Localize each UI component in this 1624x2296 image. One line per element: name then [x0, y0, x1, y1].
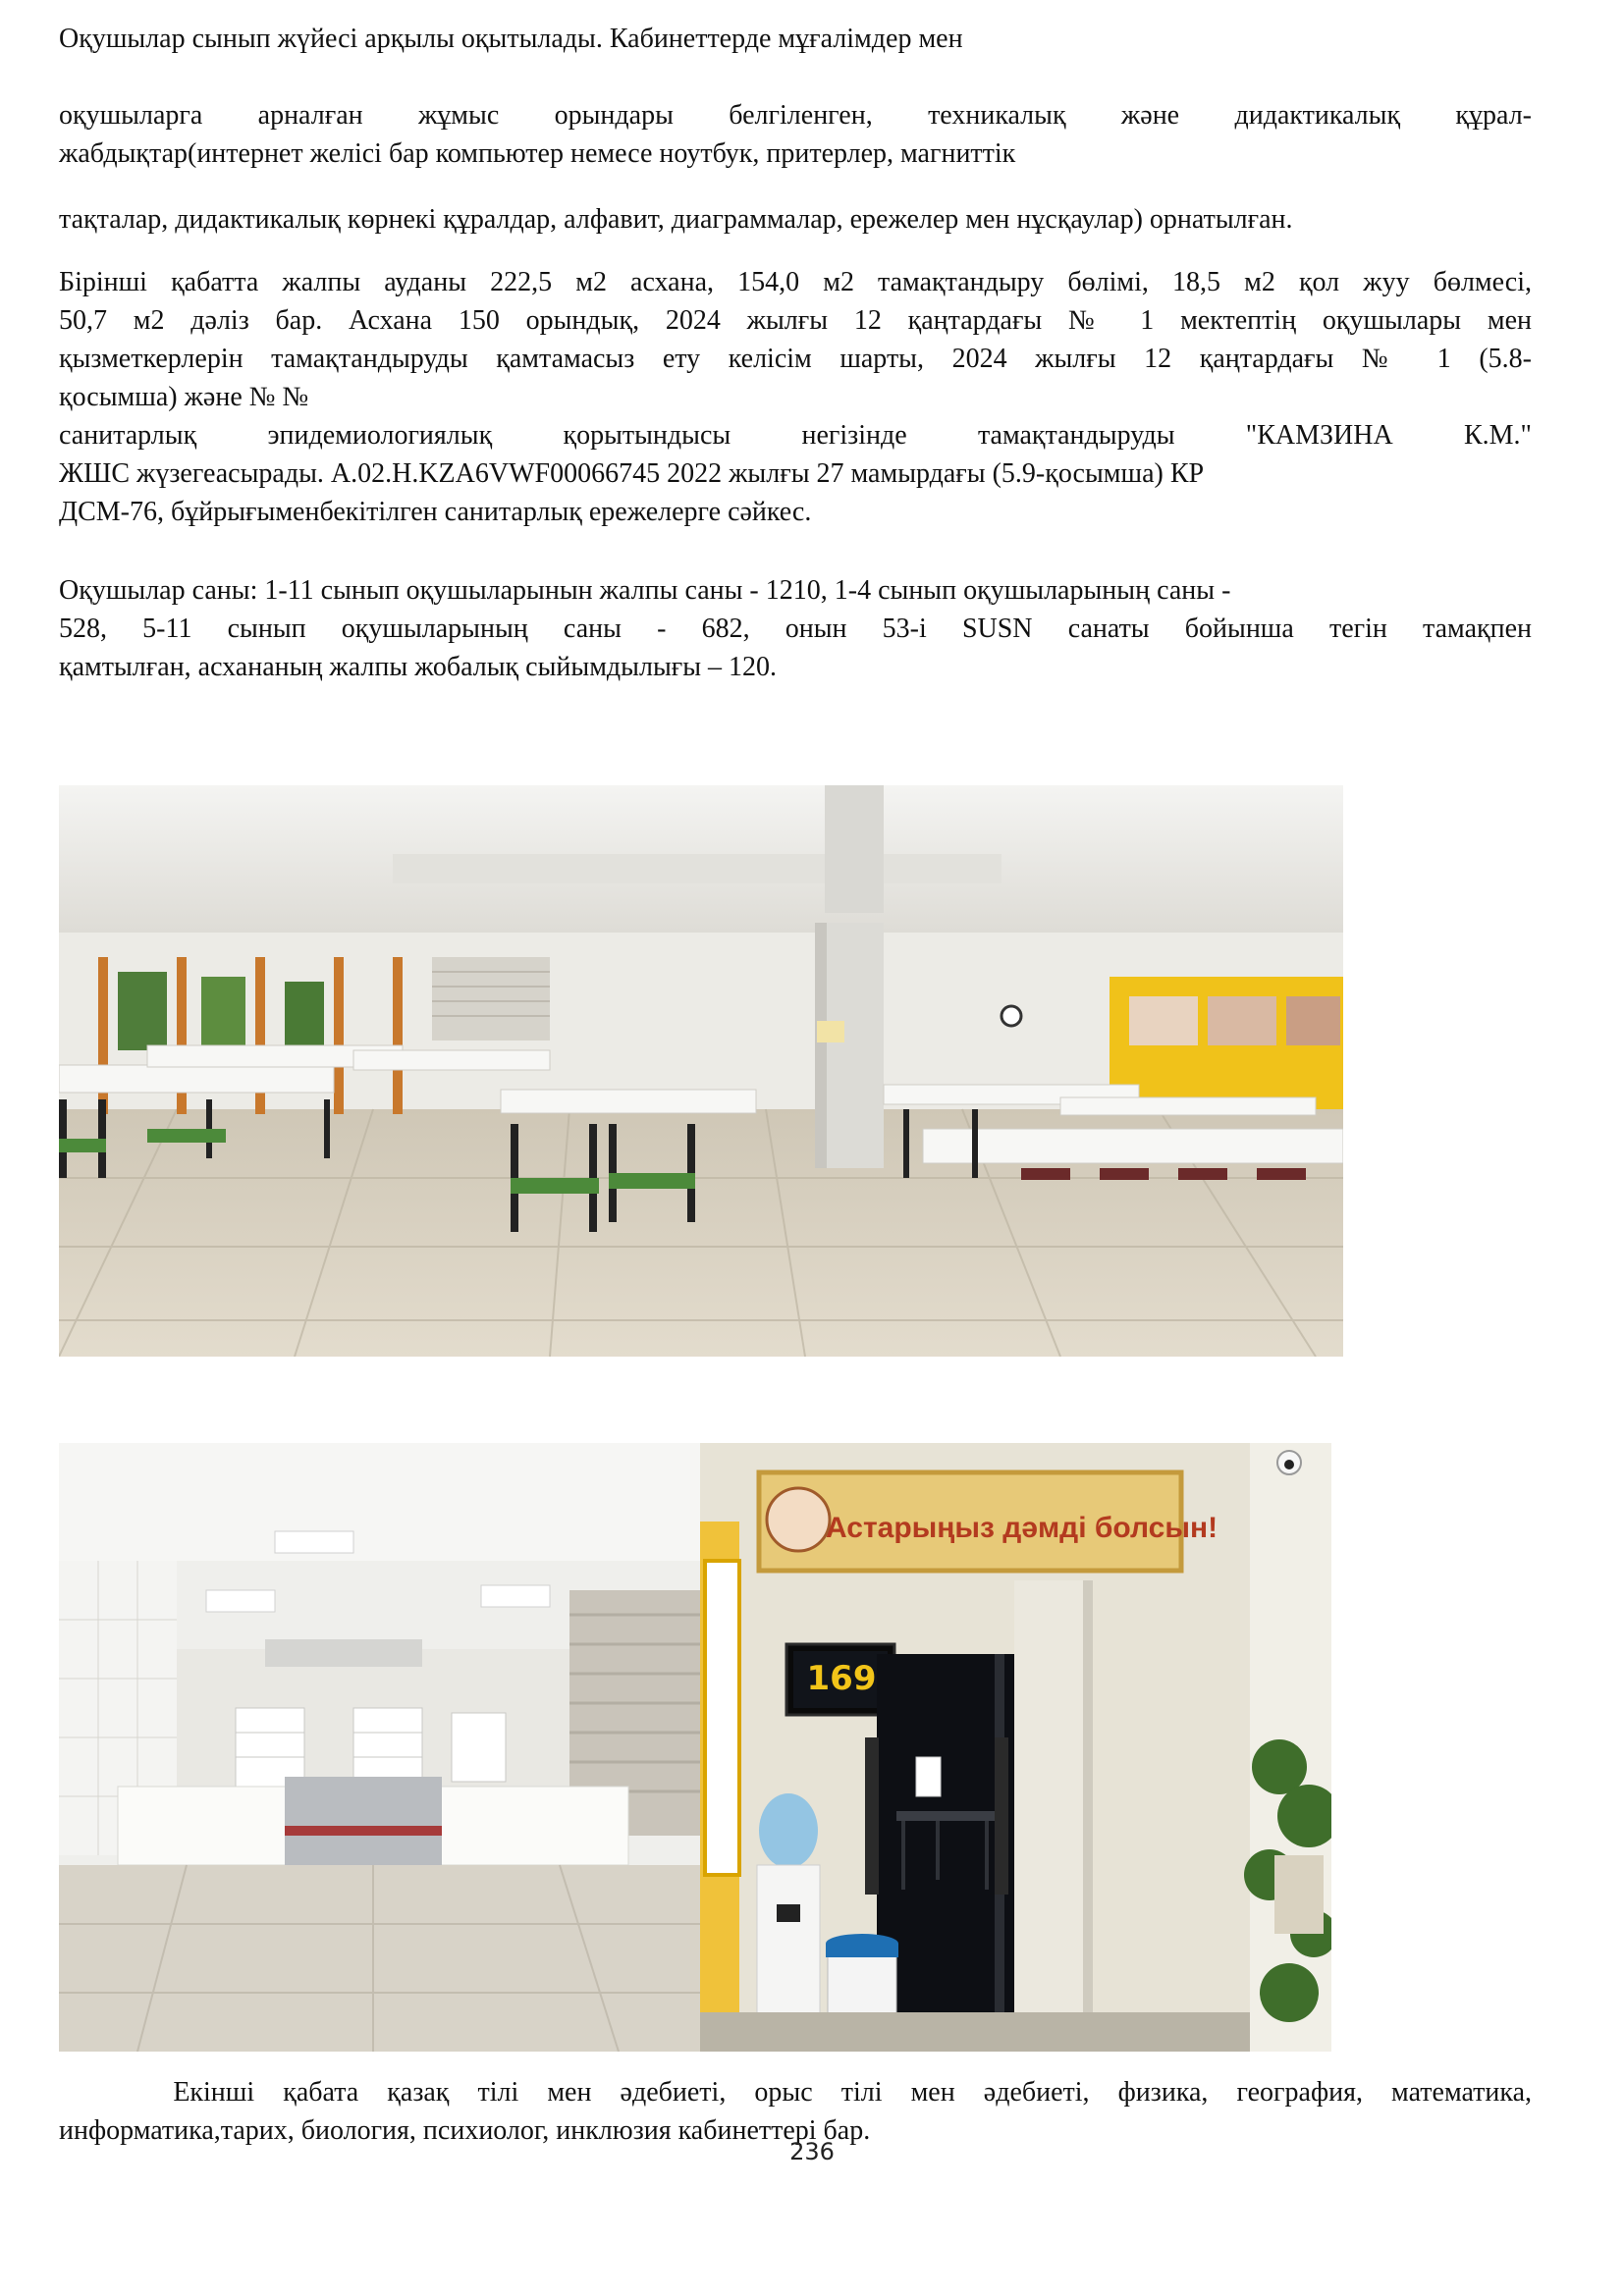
paragraph-workplaces: [59, 96, 1532, 173]
text-line: қызметкерлерін тамақтандыруды қамтамасыз ету келісім шарты, 2024 жылғы 12 қаңтардағы № 1 (5.8-: [59, 344, 1532, 374]
paragraph-student-count: [59, 571, 1532, 686]
text-line: ЖШС жүзегеасырады. А.02.Н.KZA6VWF00066745 2022 жылғы 27 мамырдағы (5.9-қосымша) КР: [59, 458, 1205, 489]
dining-hall-illustration: [59, 785, 1343, 1357]
text-line: ДСМ-76, бұйрығыменбекітілген санитарлық ережелерге сәйкес.: [59, 497, 812, 527]
text-line: қамтылған, асхананың жалпы жобалық сыйымдылығы – 120.: [59, 652, 778, 682]
text-line: 50,7 м2 дәліз бар. Асхана 150 орындық, 2024 жылғы 12 қаңтардағы № 1 мектептің оқушылары мен: [59, 305, 1532, 336]
text-line: тақталар, дидактикалық көрнекі құралдар, алфавит, диаграммалар, ережелер мен нұсқаулар) орнатылған.: [59, 204, 1293, 235]
text-line: жабдықтар(интернет желісі бар компьютер немесе ноутбук, притерлер, магниттік: [59, 138, 1016, 169]
queue-number-display: 169: [806, 1659, 877, 1698]
text-line: Оқушылар саны: 1-11 сынып оқушыларынын жалпы саны - 1210, 1-4 сынып оқушыларының саны -: [59, 575, 1231, 606]
paragraph-teaching-system: [59, 20, 1532, 58]
paragraph-canteen: [59, 263, 1532, 531]
page-number: 236: [789, 2138, 835, 2165]
canteen-dining-hall-photo: [59, 785, 1343, 1357]
text-line: санитарлық эпидемиологиялық қорытындысы негізінде тамақтандыруды "КАМЗИНА К.М.": [59, 420, 1532, 451]
text-line: 528, 5-11 сынып оқушыларының саны - 682, онын 53-i SUSN санаты бойынша тегін тамақпен: [59, 614, 1532, 644]
text-line: Бірінші қабатта жалпы ауданы 222,5 м2 асхана, 154,0 м2 тамақтандыру бөлімі, 18,5 м2 қол жуу бөлмесі,: [59, 267, 1532, 297]
canteen-entrance-photo: [700, 1443, 1331, 2052]
entrance-banner-text: Астарыңыз дәмді болсын!: [826, 1512, 1218, 1544]
text-line: Оқушылар сынып жүйесі арқылы оқытылады. Кабинеттерде мұғалімдер мен: [59, 24, 963, 54]
text-line: Екінші қабата қазақ тілі мен әдебиеті, орыс тілі мен әдебиеті, физика, география, математика,: [59, 2077, 1532, 2108]
text-line: оқушыларга арналған жұмыс орындары белгіленген, техникалық және дидактикалық құрал-: [59, 100, 1532, 131]
serving-counter-photo: [59, 1443, 700, 2052]
text-line: информатика,тарих, биология, психиолог, инклюзия кабинеттері бар.: [59, 2115, 871, 2146]
serving-counter-illustration: [59, 1443, 700, 2052]
text-line: қосымша) және № №: [59, 382, 309, 412]
paragraph-equipment: [59, 200, 1532, 239]
